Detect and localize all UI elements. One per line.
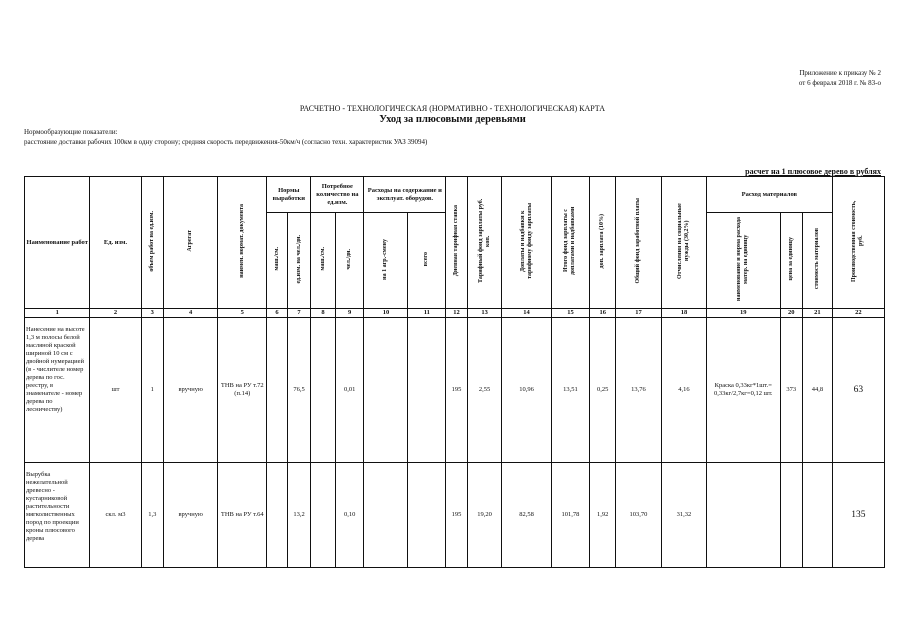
row-cell-22: 63 xyxy=(832,318,884,463)
column-number: 10 xyxy=(364,309,408,318)
header-expenses-sub2: всего xyxy=(423,251,430,267)
row-cell-7: 13,2 xyxy=(287,463,311,568)
row-cell-16: 0,25 xyxy=(590,318,616,463)
row-cell-17: 103,70 xyxy=(615,463,661,568)
row-cell-11 xyxy=(408,318,446,463)
column-number: 19 xyxy=(706,309,780,318)
header-col12: Дневная тарифная ставка xyxy=(452,205,459,277)
row-cell-14: 82,58 xyxy=(502,463,551,568)
header-norms: Нормы выработки xyxy=(267,177,311,213)
column-number: 3 xyxy=(141,309,163,318)
row-cell-12: 195 xyxy=(446,318,467,463)
column-number: 22 xyxy=(832,309,884,318)
header-mat-sub2: цена за единицу xyxy=(787,237,794,281)
row-cell-12: 195 xyxy=(446,463,467,568)
row-cell-8 xyxy=(311,318,336,463)
column-number: 7 xyxy=(287,309,311,318)
column-number: 21 xyxy=(803,309,833,318)
row-cell-15: 13,51 xyxy=(551,318,590,463)
cost-table xyxy=(24,176,885,568)
row-cell-9: 0,10 xyxy=(335,463,364,568)
column-number: 15 xyxy=(551,309,590,318)
row-cell-20: 373 xyxy=(780,318,802,463)
header-need-sub2: чел./дн. xyxy=(346,248,353,270)
row-cell-20 xyxy=(780,463,802,568)
indicators-heading: Нормообразующие показатели: xyxy=(24,128,118,136)
header-norms-sub2: ед.изм. на чел./дн. xyxy=(295,234,302,284)
row-aggregate: вручную xyxy=(164,463,218,568)
header-norm-doc: наимен. нормат. документа xyxy=(238,204,245,278)
row-cell-8 xyxy=(311,463,336,568)
column-number: 16 xyxy=(590,309,616,318)
column-number: 20 xyxy=(780,309,802,318)
column-number: 18 xyxy=(661,309,706,318)
column-number: 2 xyxy=(90,309,141,318)
column-number: 4 xyxy=(164,309,218,318)
row-norm-doc: ТНВ на РУ т.64 xyxy=(218,463,267,568)
row-cell-21 xyxy=(803,463,833,568)
column-number: 14 xyxy=(502,309,551,318)
table-row xyxy=(25,318,885,463)
header-col14: Доплаты и надбавки к тарифному фонду зарплаты xyxy=(519,202,533,280)
calc-note: расчет на 1 плюсовое дерево в рублях xyxy=(745,167,881,176)
column-number: 12 xyxy=(446,309,467,318)
row-unit: шт xyxy=(90,318,141,463)
row-cell-15: 101,78 xyxy=(551,463,590,568)
row-work-name: Вырубка нежелательной древесно - кустарниковой растительности мягколиственных пород по проекции кроны плюсового дерева xyxy=(25,463,90,568)
header-expenses: Расходы на содержание и эксплуат. оборудов. xyxy=(364,177,446,213)
appendix-line-1: Приложение к приказу № 2 xyxy=(799,69,881,77)
header-col17: Общий фонд заработной платы xyxy=(634,198,641,284)
column-number: 6 xyxy=(267,309,287,318)
row-cell-9: 0,01 xyxy=(335,318,364,463)
row-cell-11 xyxy=(408,463,446,568)
document-title: РАСЧЕТНО - ТЕХНОЛОГИЧЕСКАЯ (НОРМАТИВНО - ТЕХНОЛОГИЧЕСКАЯ) КАРТА xyxy=(299,104,606,113)
appendix-line-2: от 6 февраля 2018 г. № 83-о xyxy=(798,79,881,87)
header-col18: Отчисления на социальные нужды (30,2%) xyxy=(676,203,690,279)
header-col16: доп. зарплата (10%) xyxy=(599,213,606,269)
document-subtitle: Уход за плюсовыми деревьями xyxy=(379,114,526,125)
row-cell-18: 31,32 xyxy=(661,463,706,568)
table-row xyxy=(25,463,885,568)
header-expenses-sub1: на 1 агр.-смену xyxy=(382,238,389,280)
row-cell-13: 19,20 xyxy=(467,463,502,568)
row-cell-17: 13,76 xyxy=(615,318,661,463)
row-cell-22: 135 xyxy=(832,463,884,568)
column-numbers-row xyxy=(25,309,885,318)
column-number: 5 xyxy=(218,309,267,318)
header-materials: Расход материалов xyxy=(706,177,832,213)
row-volume: 1 xyxy=(141,318,163,463)
header-need-sub1: маш./см. xyxy=(319,247,326,271)
row-unit: скл. м3 xyxy=(90,463,141,568)
header-mat-sub3: стоимость материалов xyxy=(813,228,820,290)
header-name: Наименование работ xyxy=(25,177,90,309)
row-aggregate: вручную xyxy=(164,318,218,463)
header-col15: Итого фонд зарплаты с доплатами и надбавками xyxy=(563,206,577,276)
row-cell-13: 2,55 xyxy=(467,318,502,463)
column-number: 9 xyxy=(335,309,364,318)
column-number: 13 xyxy=(467,309,502,318)
indicators-text: расстояние доставки рабочих 100км в одну сторону; средняя скорость передвижения-50км/ч (согласно техн. характеристик УАЗ 39094) xyxy=(24,138,428,146)
row-cell-14: 10,96 xyxy=(502,318,551,463)
header-col13: Тарифный фонд зарплаты руб. коп. xyxy=(477,198,491,284)
appendix-note xyxy=(799,68,881,88)
header-need: Потребное количество на ед.изм. xyxy=(311,177,364,213)
row-cell-19: Краска 0,33кг*1шт.= 0,33кг/2,7кг=0,12 шт. xyxy=(706,318,780,463)
header-volume: объем работ на ед.изм. xyxy=(148,210,155,272)
column-number: 1 xyxy=(25,309,90,318)
header-mat-sub1: наименование и норма расхода матер. на единицу xyxy=(736,216,750,302)
row-cell-6 xyxy=(267,463,287,568)
header-aggregate: Агрегат xyxy=(187,230,194,252)
row-cell-19 xyxy=(706,463,780,568)
header-col22: Производственная стоимость, руб. xyxy=(851,200,865,282)
row-cell-6 xyxy=(267,318,287,463)
row-cell-10 xyxy=(364,318,408,463)
row-work-name: Нанесение на высоте 1,3 м полосы белой масляной краской шириной 10 см с двойной нумерацией (в - числителе номер дерева по гос. реестру, в знаменателе - номер дерева по лесничеству) xyxy=(25,318,90,463)
row-norm-doc: ТНВ на РУ т.72 (п.14) xyxy=(218,318,267,463)
column-number: 11 xyxy=(408,309,446,318)
column-number: 8 xyxy=(311,309,336,318)
row-cell-21: 44,8 xyxy=(803,318,833,463)
row-volume: 1,3 xyxy=(141,463,163,568)
column-number: 17 xyxy=(615,309,661,318)
header-norms-sub1: маш./см. xyxy=(273,247,280,271)
row-cell-10 xyxy=(364,463,408,568)
row-cell-7: 76,5 xyxy=(287,318,311,463)
row-cell-16: 1,92 xyxy=(590,463,616,568)
header-unit: Ед. изм. xyxy=(90,177,141,309)
row-cell-18: 4,16 xyxy=(661,318,706,463)
